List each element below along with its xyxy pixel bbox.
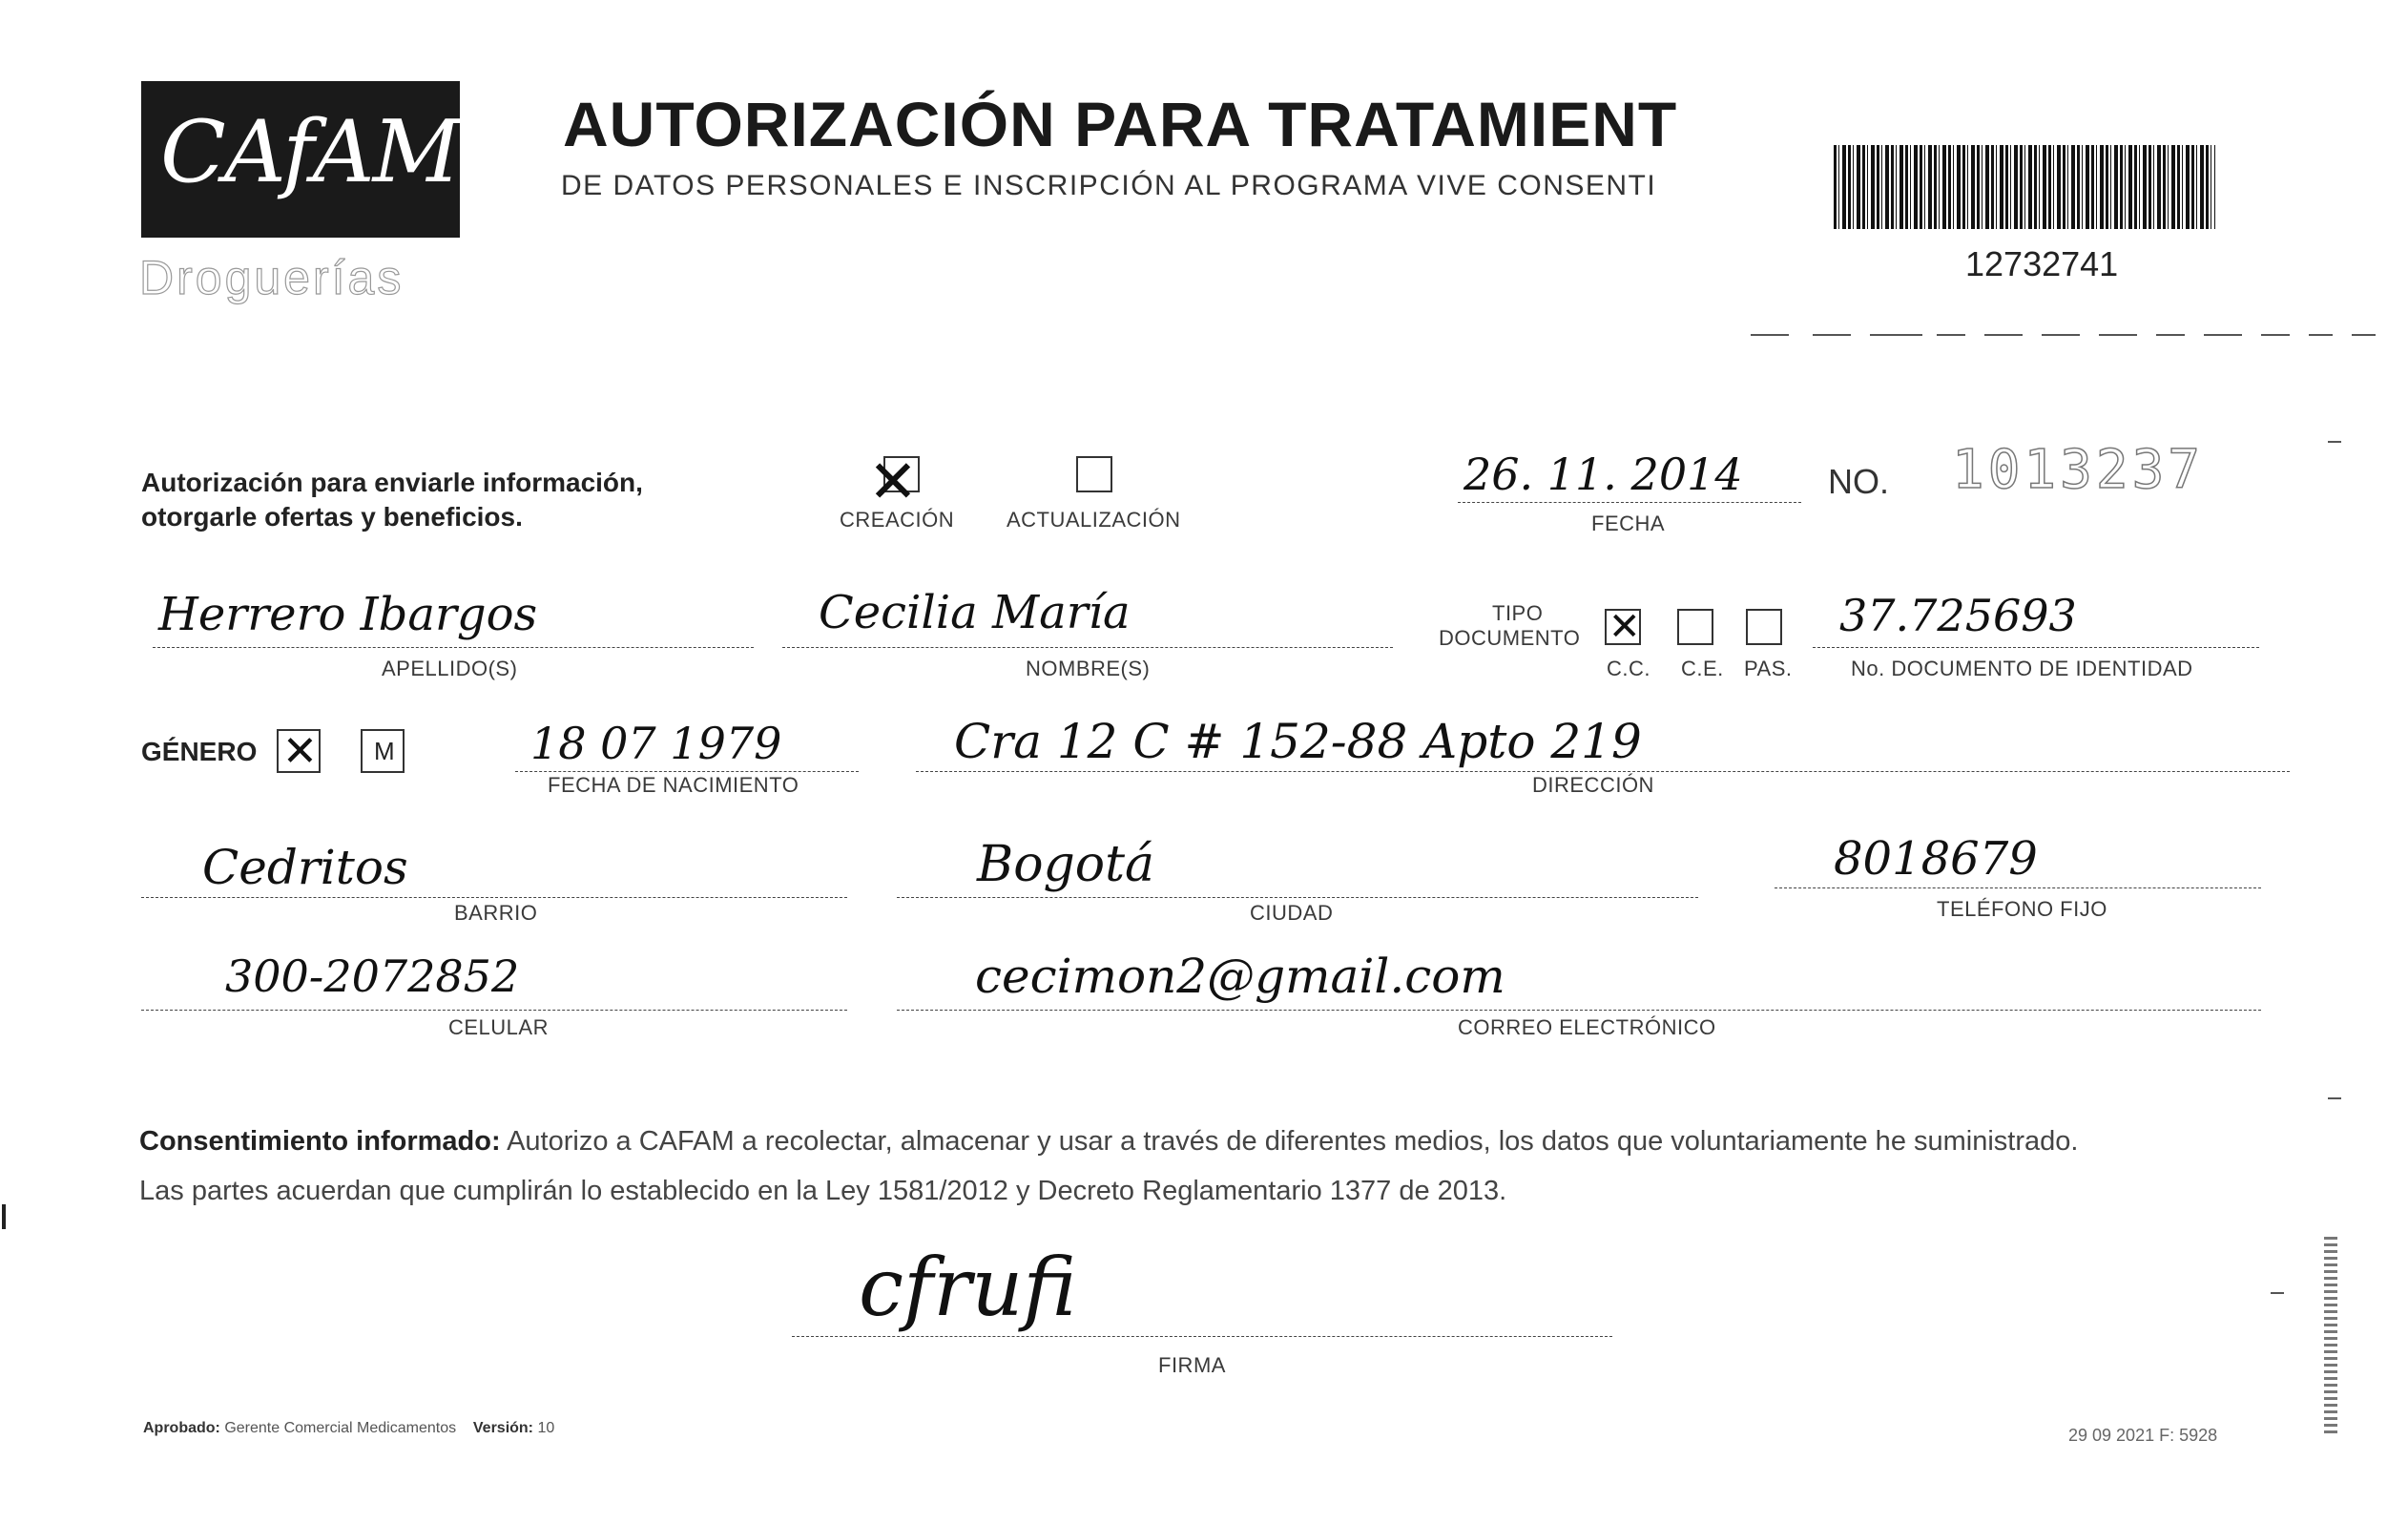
page-subtitle: DE DATOS PERSONALES E INSCRIPCIÓN AL PROGRAMA VIVE CONSENTI [561, 170, 1657, 201]
footer-date-code: 29 09 2021 F: 5928 [2068, 1426, 2218, 1445]
barcode-number: 12732741 [1965, 244, 2119, 283]
barcode [1834, 145, 2215, 229]
ciudad-label: CIUDAD [1250, 901, 1334, 925]
tipo-label-1: TIPO [1492, 601, 1544, 625]
celular-label: CELULAR [448, 1015, 549, 1039]
version-value: 10 [537, 1420, 555, 1436]
aprobado-label: Aprobado: [143, 1420, 220, 1436]
side-vertical-mark [2324, 1237, 2337, 1437]
tipo-label-2: DOCUMENTO [1439, 626, 1581, 650]
cc-check-mark: ✕ [1609, 605, 1641, 649]
nombres-label: NOMBRE(S) [1026, 657, 1151, 680]
direccion-label: DIRECCIÓN [1532, 773, 1654, 797]
apellidos-label: APELLIDO(S) [382, 657, 518, 680]
cc-label: C.C. [1607, 657, 1650, 680]
signature-label: FIRMA [1158, 1353, 1226, 1377]
consent-text-line1: Autorizo a CAFAM a recolectar, almacenar y usar a través de diferentes medios, los datos que voluntariamente he suministrado. [507, 1126, 2079, 1157]
no-value: 1013237 [1952, 439, 2205, 501]
telefono-value: 8018679 [1834, 832, 2038, 886]
footer-approval [143, 1420, 554, 1437]
fecha-label: FECHA [1591, 511, 1666, 535]
creacion-check-mark: ✕ [868, 447, 918, 516]
actualizacion-label: ACTUALIZACIÓN [1007, 508, 1181, 532]
consent-paragraph [139, 1126, 2315, 1158]
telefono-label: TELÉFONO FIJO [1937, 897, 2107, 921]
genero-f-check-mark: ✕ [282, 727, 318, 776]
genero-label: GÉNERO [141, 737, 258, 766]
aprobado-value: Gerente Comercial Medicamentos [224, 1420, 457, 1436]
ce-label: C.E. [1681, 657, 1724, 680]
documento-value: 37.725693 [1839, 590, 2077, 641]
signature-value: cfrufi [859, 1241, 1077, 1334]
cafam-logo-subtitle: Droguerías [139, 251, 405, 304]
celular-value: 300-2072852 [225, 950, 520, 1002]
genero-m-label: M [374, 737, 395, 765]
fecha-value: 26. 11. 2014 [1463, 449, 1743, 500]
nombres-value: Cecilia María [819, 586, 1131, 639]
pas-label: PAS. [1744, 657, 1793, 680]
cafam-logo-text: CAfAM [160, 102, 459, 202]
no-label: NO. [1828, 462, 1890, 501]
page-title: AUTORIZACIÓN PARA TRATAMIENT [563, 89, 1678, 159]
creacion-label: CREACIÓN [840, 508, 955, 532]
version-label: Versión: [472, 1420, 534, 1436]
documento-label: No. DOCUMENTO DE IDENTIDAD [1851, 657, 2193, 680]
barrio-value: Cedritos [202, 840, 408, 895]
correo-label: CORREO ELECTRÓNICO [1458, 1015, 1716, 1039]
nacimiento-value: 18 07 1979 [530, 718, 782, 769]
ce-checkbox[interactable] [1677, 609, 1713, 645]
ciudad-value: Bogotá [977, 836, 1155, 893]
correo-value: cecimon2@gmail.com [975, 949, 1505, 1004]
consent-heading: Consentimiento informado: [139, 1126, 501, 1157]
scan-mark-left [2, 1204, 6, 1229]
consent-text-line2: Las partes acuerdan que cumplirán lo establecido en la Ley 1581/2012 y Decreto Reglamentario 1377 de 2013. [139, 1176, 1507, 1206]
barrio-label: BARRIO [454, 901, 538, 925]
cafam-logo [141, 81, 460, 238]
auth-heading-line1: Autorización para enviarle información, [141, 468, 643, 497]
nacimiento-label: FECHA DE NACIMIENTO [548, 773, 799, 797]
pas-checkbox[interactable] [1746, 609, 1782, 645]
direccion-value: Cra 12 C # 152-88 Apto 219 [954, 714, 1642, 769]
actualizacion-checkbox[interactable] [1076, 456, 1112, 492]
apellidos-value: Herrero Ibargos [158, 588, 538, 641]
auth-heading-line2: otorgarle ofertas y beneficios. [141, 502, 523, 532]
